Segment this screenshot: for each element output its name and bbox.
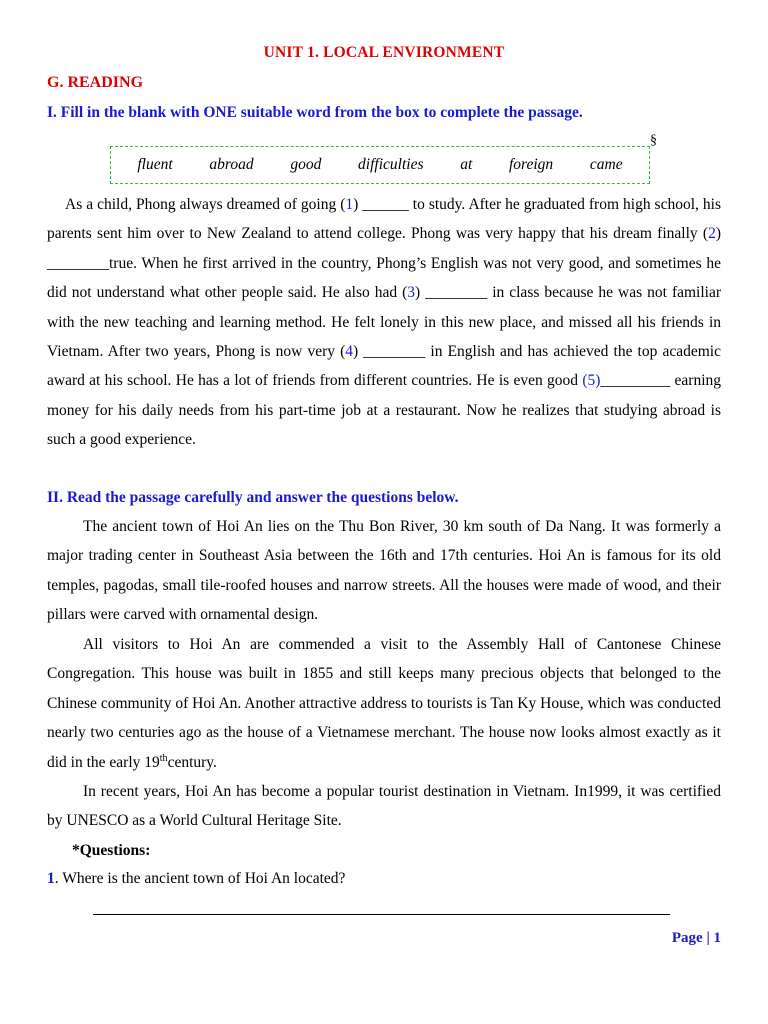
question-1 — [47, 870, 345, 888]
passage-text: ) ______ to study. After he graduated from high school, his parents sent him over to New Zealand to attend college. Phong was very happy that his dream finally ( — [47, 196, 721, 243]
exercise2-instruction: II. Read the passage carefully and answer the questions below. — [47, 489, 459, 506]
word-box-list — [111, 152, 649, 178]
passage-text: ) ________ in class because he was not familiar with the new teaching and learning method. He felt lonely in this new place, and missed all his friends in Vietnam. After two years, Phong is now very ( — [47, 284, 722, 361]
blank-number: 1 — [345, 196, 354, 213]
word-box-item: came — [589, 156, 623, 173]
reading-paragraph-2 — [47, 630, 721, 777]
word-box-item: abroad — [209, 156, 254, 173]
passage-text: As a child, Phong always dreamed of going ( — [65, 196, 346, 213]
paragraph-text: All visitors to Hoi An are commended a visit to the Assembly Hall of Cantonese Chinese Congregation. This house was built in 1855 and still keeps many precious objects that belonged to the Chinese community of Hoi An. Another attractive address to tourists is Tan Ky House, which was conducted nearly two centuries ago as the house of a Vietnamese merchant. The house now looks almost exactly as it did in the early 19 — [47, 636, 721, 771]
word-box-item: good — [290, 156, 322, 173]
passage-fill-in — [47, 190, 721, 455]
paragraph-text: century. — [167, 753, 217, 771]
passage-text: _________ earning money for his daily needs from his part-time job at a restaurant. Now he realizes that studying abroad is such a good experience. — [47, 372, 721, 449]
word-box-item: foreign — [508, 156, 554, 173]
reading-paragraph-3: In recent years, Hoi An has become a popular tourist destination in Vietnam. In1999, it was certified by UNESCO as a World Cultural Heritage Site. — [47, 783, 721, 830]
passage-text: ) ________ in English and has achieved the top academic award at his school. He has a lot of friends from different countries. He is even good — [47, 343, 721, 390]
word-box-item: fluent — [137, 156, 173, 173]
blank-number: 3 — [407, 284, 416, 302]
word-box-item: at — [460, 156, 473, 173]
word-box — [110, 146, 650, 184]
section-mark: § — [650, 133, 657, 148]
questions-label: *Questions: — [72, 842, 151, 859]
unit-title: UNIT 1. LOCAL ENVIRONMENT — [263, 44, 505, 61]
page-number: Page | 1 — [671, 930, 721, 946]
blank-number: (5) — [582, 372, 601, 390]
section-heading: G. READING — [47, 74, 144, 91]
reading-paragraph-1: The ancient town of Hoi An lies on the Thu Bon River, 30 km south of Da Nang. It was formerly a major trading center in Southeast Asia between the 16th and 17th centuries. Hoi An is famous for its old temples, pagodas, small tile-roofed houses and narrow streets. All the houses were made of wood, and their pillars were carved with ornamental design. — [47, 518, 721, 624]
question-text: . Where is the ancient town of Hoi An located? — [54, 870, 346, 887]
blank-number: 2 — [708, 225, 716, 243]
blank-number: 4 — [345, 343, 354, 361]
question-number: 1 — [47, 870, 55, 887]
passage-text: ) ________true. When he first arrived in the country, Phong’s English was not very good, and sometimes he did not understand what other people said. He also had ( — [47, 225, 721, 302]
superscript: th — [159, 752, 168, 764]
word-box-item: difficulties — [358, 156, 424, 173]
answer-line[interactable] — [93, 914, 670, 915]
exercise1-instruction: I. Fill in the blank with ONE suitable word from the box to complete the passage. — [47, 104, 583, 121]
